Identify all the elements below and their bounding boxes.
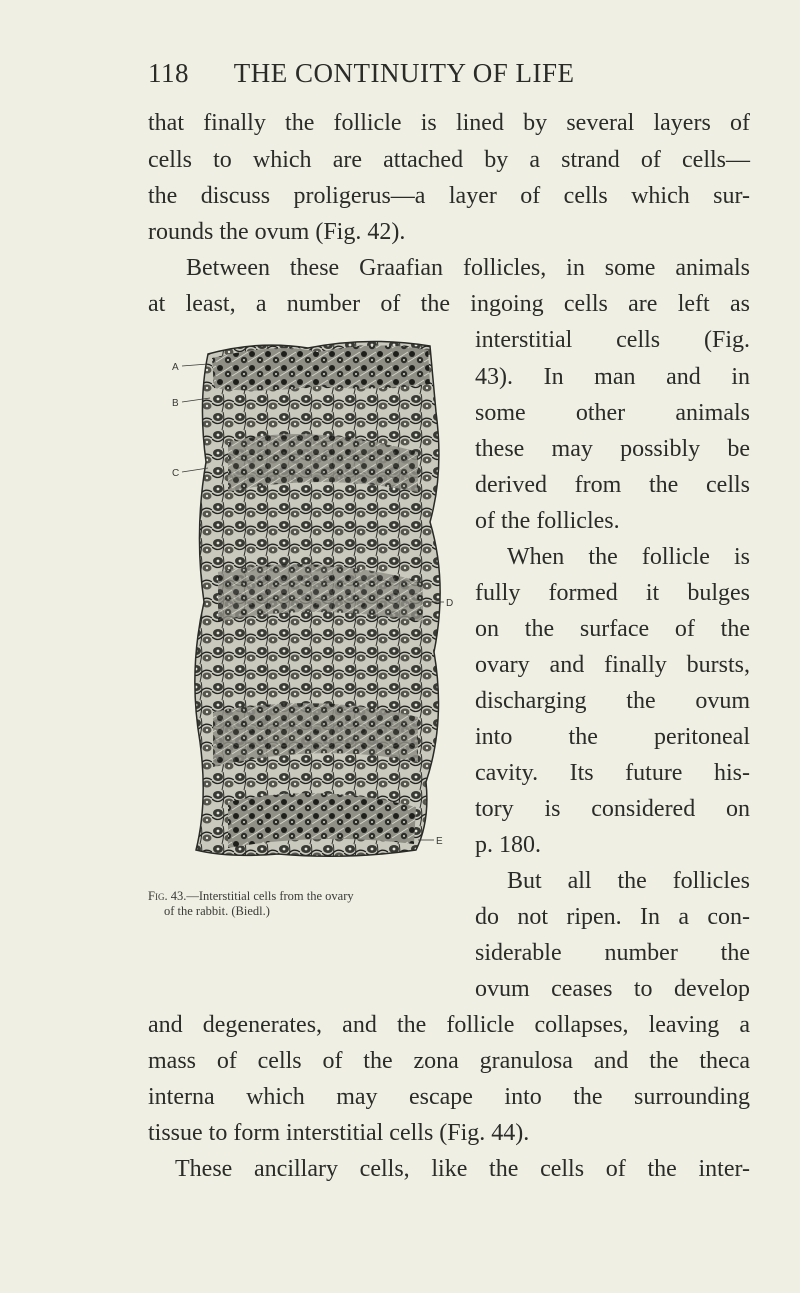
text-line: do not ripen. In a con- (475, 904, 750, 930)
text-line: cavity. Its future his- (475, 760, 750, 786)
text-line: the discuss proligerus—a layer of cells which sur- (148, 183, 750, 209)
running-head (148, 58, 748, 89)
label-b: B (172, 398, 179, 409)
text-line: cells to which are attached by a strand of cells— (148, 147, 750, 173)
text-line: tissue to form interstitial cells (Fig. 44). (148, 1120, 530, 1146)
text-line: rounds the ovum (Fig. 42). (148, 219, 406, 245)
text-line: These ancillary cells, like the cells of the inter- (175, 1156, 750, 1182)
text-line: mass of cells of the zona granulosa and the theca (148, 1048, 750, 1074)
text-line: Between these Graafian follicles, in some animals (186, 255, 750, 281)
text-line: p. 180. (475, 832, 541, 858)
figure-caption (148, 889, 466, 919)
text-line: and degenerates, and the follicle collapses, leaving a (148, 1012, 750, 1038)
text-line: discharging the ovum (475, 688, 750, 714)
text-line: fully formed it bulges (475, 580, 750, 606)
text-line: of the follicles. (475, 508, 620, 534)
leader-line-a (182, 364, 208, 366)
text-line: that finally the follicle is lined by several layers of (148, 110, 750, 136)
text-line: interna which may escape into the surrounding (148, 1084, 750, 1110)
text-line: interstitial cells (Fig. (475, 327, 750, 353)
caption-text-line-2: of the rabbit. (Biedl.) (164, 904, 270, 918)
label-e: E (436, 836, 443, 847)
caption-text-line-1: —Interstitial cells from the ovary (186, 889, 354, 903)
label-a: A (172, 362, 179, 373)
text-line: into the peritoneal (475, 724, 750, 750)
text-line: on the surface of the (475, 616, 750, 642)
text-line: siderable number the (475, 940, 750, 966)
text-line: derived from the cells (475, 472, 750, 498)
caption-figure-number: Fig. 43. (148, 889, 187, 903)
dense-cell-layer (212, 345, 430, 390)
label-c: C (172, 468, 180, 479)
text-line: But all the follicles (507, 868, 750, 894)
label-d: D (446, 598, 454, 609)
figure-43 (168, 322, 458, 882)
text-line: these may possibly be (475, 436, 750, 462)
text-line: at least, a number of the ingoing cells are left as (148, 291, 750, 317)
text-line: some other animals (475, 400, 750, 426)
text-line: 43). In man and in (475, 364, 750, 390)
text-line: tory is considered on (475, 796, 750, 822)
interstitial-cells-illustration (168, 322, 458, 882)
running-title: THE CONTINUITY OF LIFE (233, 58, 575, 88)
text-line: ovary and finally bursts, (475, 652, 750, 678)
page-number: 118 (148, 58, 189, 88)
text-line: ovum ceases to develop (475, 976, 750, 1002)
text-line: When the follicle is (507, 544, 750, 570)
